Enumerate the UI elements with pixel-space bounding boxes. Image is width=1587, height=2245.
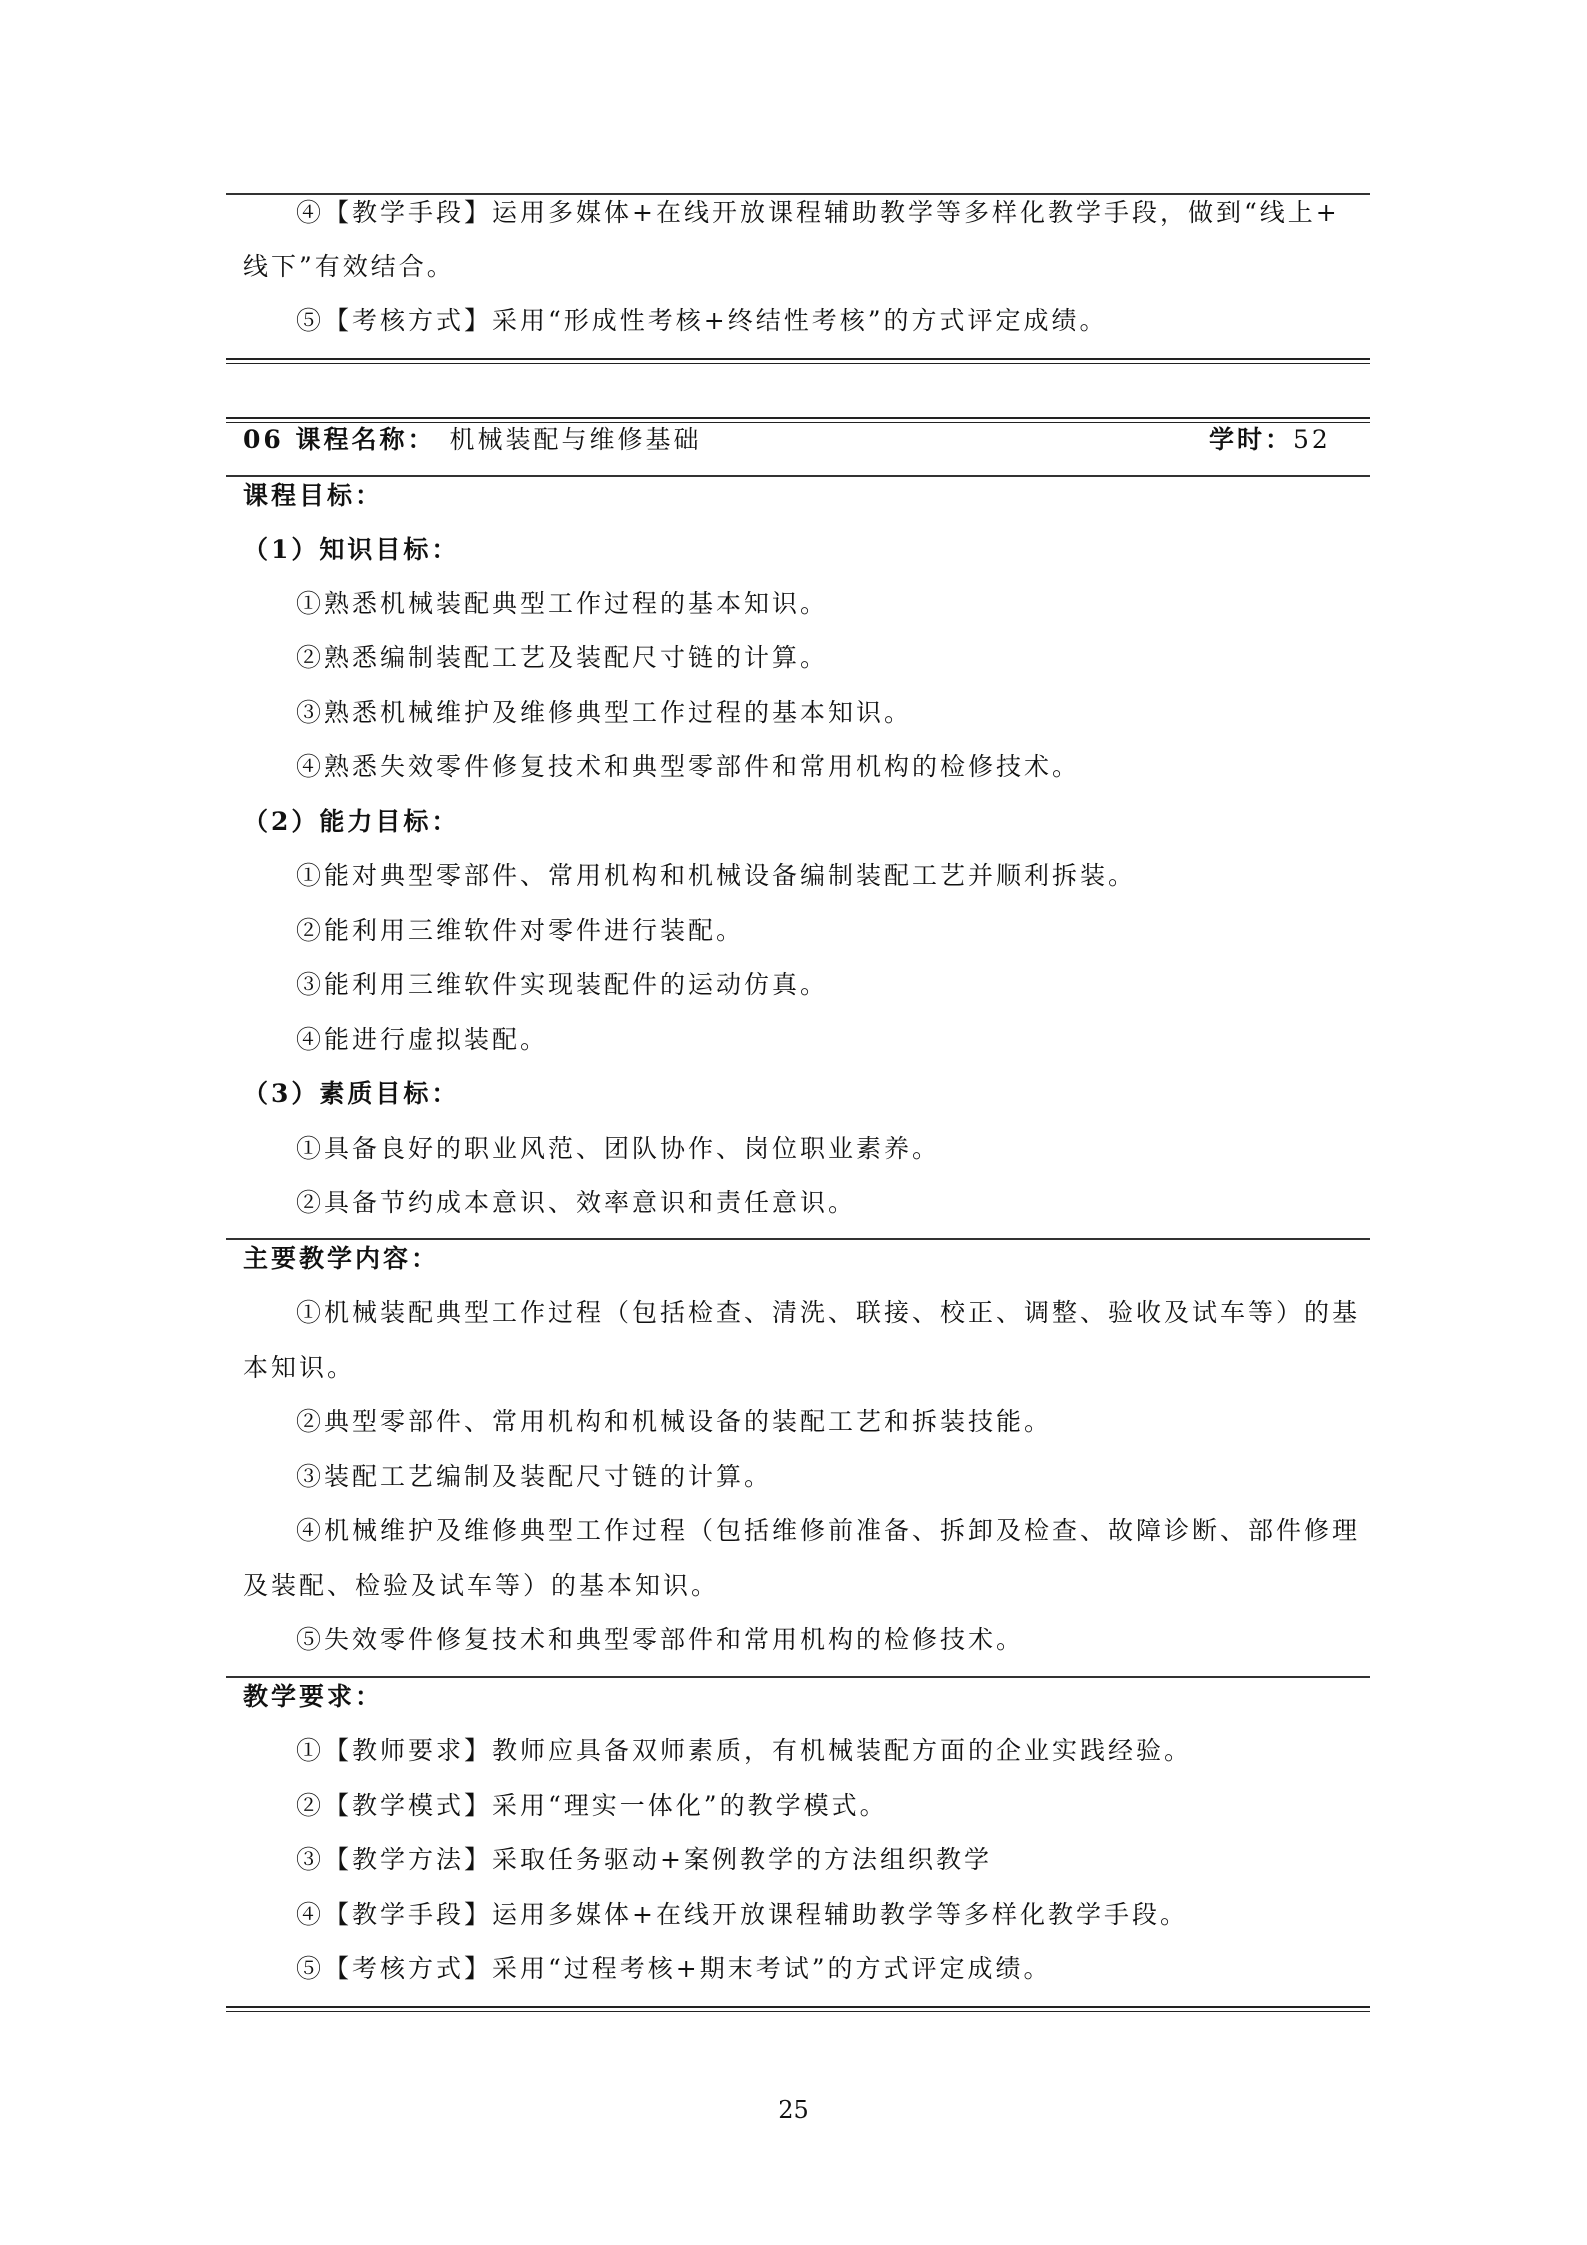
section-end-rule [226,358,1370,364]
ability-item: ②能利用三维软件对零件进行装配。 [296,916,745,945]
ability-item: ④能进行虚拟装配。 [296,1025,549,1054]
goals-heading: 课程目标： [243,481,384,510]
section-top-rule [226,193,1370,195]
content-heading: 主要教学内容： [243,1244,440,1273]
knowledge-item: ②熟悉编制装配工艺及装配尺寸链的计算。 [296,643,829,672]
course-hours [1209,423,1331,457]
requirement-item: ①【教师要求】教师应具备双师素质，有机械装配方面的企业实践经验。 [296,1736,1193,1765]
ability-heading: （2）能力目标： [243,807,460,836]
content-item: ①机械装配典型工作过程（包括检查、清洗、联接、校正、调整、验收及试车等）的基 [296,1298,1361,1327]
title-divider [226,475,1370,477]
requirement-item: ②【教学模式】采用“理实一体化”的教学模式。 [296,1791,888,1820]
quality-item: ①具备良好的职业风范、团队协作、岗位职业素养。 [296,1134,941,1163]
course-title-row [243,423,1353,457]
course-title-value: 机械装配与维修基础 [449,425,702,454]
prev-teaching-means-line1: ④【教学手段】运用多媒体+在线开放课程辅助教学等多样化教学手段，做到“线上+ [296,198,1340,227]
quality-heading: （3）素质目标： [243,1079,460,1108]
content-divider [226,1238,1370,1240]
course-hours-label: 学时： [1209,425,1294,454]
quality-item: ②具备节约成本意识、效率意识和责任意识。 [296,1188,857,1217]
requirements-heading: 教学要求： [243,1682,384,1711]
prev-assessment-line: ⑤【考核方式】采用“形成性考核+终结性考核”的方式评定成绩。 [296,306,1108,335]
ability-item: ①能对典型零部件、常用机构和机械设备编制装配工艺并顺利拆装。 [296,861,1137,890]
page-number: 25 [778,2096,809,2124]
ability-item: ③能利用三维软件实现装配件的运动仿真。 [296,970,829,999]
course-hours-value: 52 [1293,425,1331,454]
requirement-item: ④【教学手段】运用多媒体+在线开放课程辅助教学等多样化教学手段。 [296,1900,1188,1929]
knowledge-item: ④熟悉失效零件修复技术和典型零部件和常用机构的检修技术。 [296,752,1081,781]
knowledge-heading: （1）知识目标： [243,535,460,564]
knowledge-item: ③熟悉机械维护及维修典型工作过程的基本知识。 [296,698,913,727]
course-title-label: 06 课程名称： [243,425,436,454]
prev-teaching-means-line2: 线下”有效结合。 [243,252,455,281]
knowledge-item: ①熟悉机械装配典型工作过程的基本知识。 [296,589,829,618]
content-item-continuation: 及装配、检验及试车等）的基本知识。 [243,1571,720,1600]
content-item: ④机械维护及维修典型工作过程（包括维修前准备、拆卸及检查、故障诊断、部件修理 [296,1516,1361,1545]
content-item: ②典型零部件、常用机构和机械设备的装配工艺和拆装技能。 [296,1407,1053,1436]
requirement-item: ⑤【考核方式】采用“过程考核+期末考试”的方式评定成绩。 [296,1954,1052,1983]
content-item: ③装配工艺编制及装配尺寸链的计算。 [296,1462,773,1491]
requirements-divider [226,1676,1370,1678]
course-bottom-rule [226,2006,1370,2012]
content-item: ⑤失效零件修复技术和典型零部件和常用机构的检修技术。 [296,1625,1025,1654]
content-item-continuation: 本知识。 [243,1353,356,1382]
requirement-item: ③【教学方法】采取任务驱动+案例教学的方法组织教学 [296,1845,992,1874]
